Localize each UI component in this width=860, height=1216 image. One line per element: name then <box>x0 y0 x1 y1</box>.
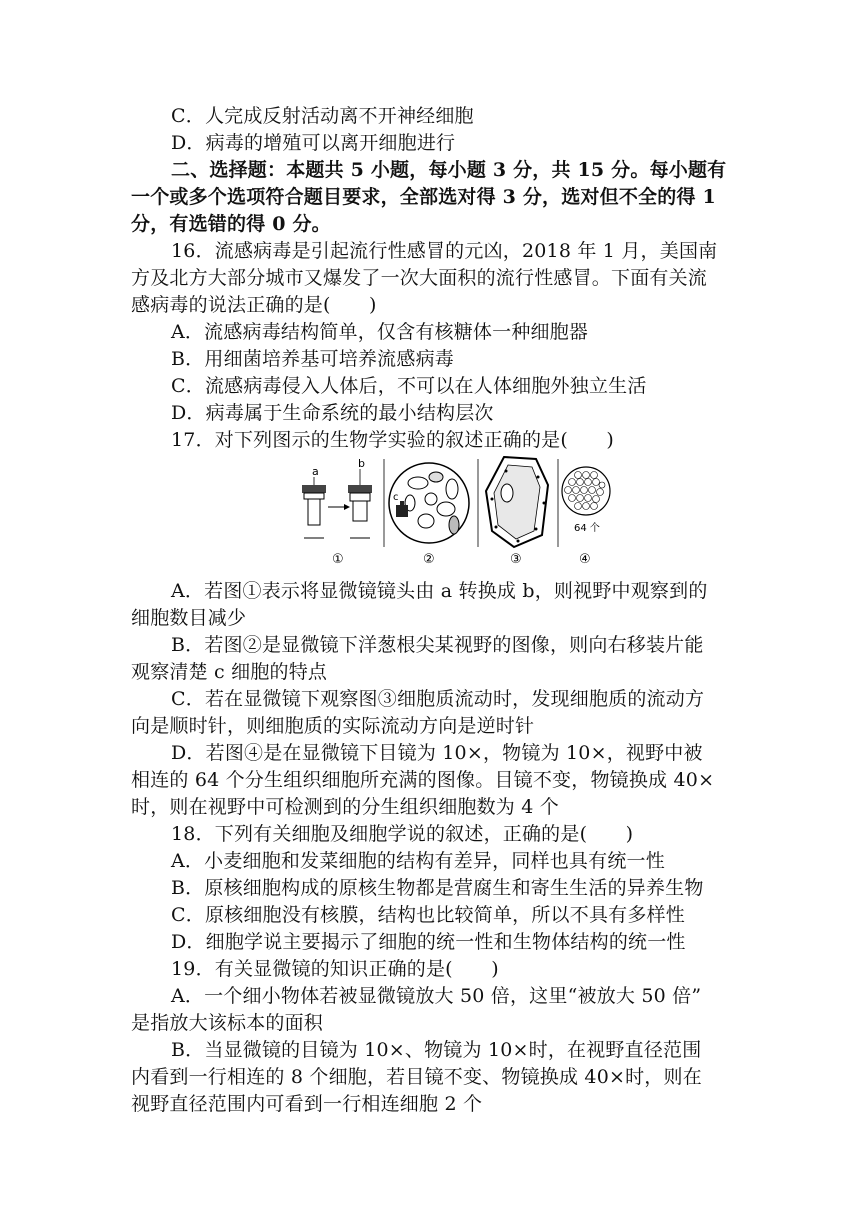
question-17-option-b: B．若图②是显微镜下洋葱根尖某视野的图像，则向右移装片能 <box>171 634 704 656</box>
question-18-option-c: C．原核细胞没有核膜，结构也比较简单，所以不具有多样性 <box>171 904 685 926</box>
caption-1: ① <box>332 552 344 567</box>
question-16-stem-end: 感病毒的说法正确的是( ) <box>131 294 377 316</box>
question-17-option-d: D．若图④是在显微镜下目镜为 10×，物镜为 10×，视野中被 <box>171 742 703 764</box>
question-18-option-a: A．小麦细胞和发菜细胞的结构有差异，同样也具有统一性 <box>171 850 665 872</box>
section-heading: 二、选择题：本题共 5 小题，每小题 3 分，共 15 分。每小题有 <box>171 159 727 181</box>
cell-c-label: c <box>393 492 399 503</box>
question-18-option-b: B．原核细胞构成的原核生物都是营腐生和寄生生活的异养生物 <box>171 877 704 899</box>
cell-count-label: 64 个 <box>574 523 600 534</box>
question-17-option-c: C．若在显微镜下观察图③细胞质流动时，发现细胞质的流动方 <box>171 688 705 710</box>
caption-3: ③ <box>510 552 522 567</box>
caption-4: ④ <box>579 552 591 567</box>
question-19-option-b-cont: 内看到一行相连的 8 个细胞，若目镜不变、物镜换成 40×时，则在 <box>131 1066 702 1088</box>
option-d-prev: D．病毒的增殖可以离开细胞进行 <box>171 132 456 154</box>
question-17-option-a: A．若图①表示将显微镜镜头由 a 转换成 b，则视野中观察到的 <box>171 580 708 602</box>
question-19-option-a-cont: 是指放大该标本的面积 <box>131 1012 324 1034</box>
lens-a-label: a <box>312 465 319 478</box>
lens-b-label: b <box>358 457 365 470</box>
question-16-option-b: B．用细菌培养基可培养流感病毒 <box>171 348 454 370</box>
caption-2: ② <box>423 552 435 567</box>
question-17-stem: 17．对下列图示的生物学实验的叙述正确的是( ) <box>171 429 615 451</box>
question-17-figure <box>296 455 614 569</box>
question-16-stem-cont: 方及北方大部分城市又爆发了一次大面积的流行性感冒。下面有关流 <box>131 267 708 289</box>
section-instructions-end: 分，有选错的得 0 分。 <box>131 213 331 235</box>
question-19-option-a: A．一个细小物体若被显微镜放大 50 倍，这里“被放大 50 倍” <box>171 985 702 1007</box>
question-17-option-b-cont: 观察清楚 c 细胞的特点 <box>131 661 328 683</box>
root-tip-field <box>389 463 469 567</box>
question-19-option-b: B．当显微镜的目镜为 10×、物镜为 10×时，在视野直径范围 <box>171 1039 702 1061</box>
meristem-field <box>562 467 610 567</box>
question-18-stem: 18．下列有关细胞及细胞学说的叙述，正确的是( ) <box>171 823 634 845</box>
question-16-option-c: C．流感病毒侵入人体后，不可以在人体细胞外独立生活 <box>171 375 647 397</box>
question-17-option-d-end: 时，则在视野中可检测到的分生组织细胞数为 4 个 <box>131 796 559 818</box>
lens-diagram <box>302 457 372 567</box>
question-18-option-d: D．细胞学说主要揭示了细胞的统一性和生物体结构的统一性 <box>171 931 686 953</box>
question-17-option-c-cont: 向是顺时针，则细胞质的实际流动方向是逆时针 <box>131 715 535 737</box>
section-instructions: 一个或多个选项符合题目要求，全部选对得 3 分，选对但不全的得 1 <box>131 186 716 208</box>
question-16-stem: 16．流感病毒是引起流行性感冒的元凶，2018 年 1 月，美国南 <box>171 240 718 262</box>
question-17-option-d-cont: 相连的 64 个分生组织细胞所充满的图像。目镜不变，物镜换成 40× <box>131 769 715 791</box>
plant-cell <box>486 457 548 567</box>
option-c-prev: C．人完成反射活动离不开神经细胞 <box>171 105 474 127</box>
question-16-option-d: D．病毒属于生命系统的最小结构层次 <box>171 402 494 424</box>
question-19-option-b-end: 视野直径范围内可看到一行相连细胞 2 个 <box>131 1093 483 1115</box>
question-16-option-a: A．流感病毒结构简单，仅含有核糖体一种细胞器 <box>171 321 589 343</box>
question-17-option-a-cont: 细胞数目减少 <box>131 607 247 629</box>
question-19-stem: 19．有关显微镜的知识正确的是( ) <box>171 958 499 980</box>
